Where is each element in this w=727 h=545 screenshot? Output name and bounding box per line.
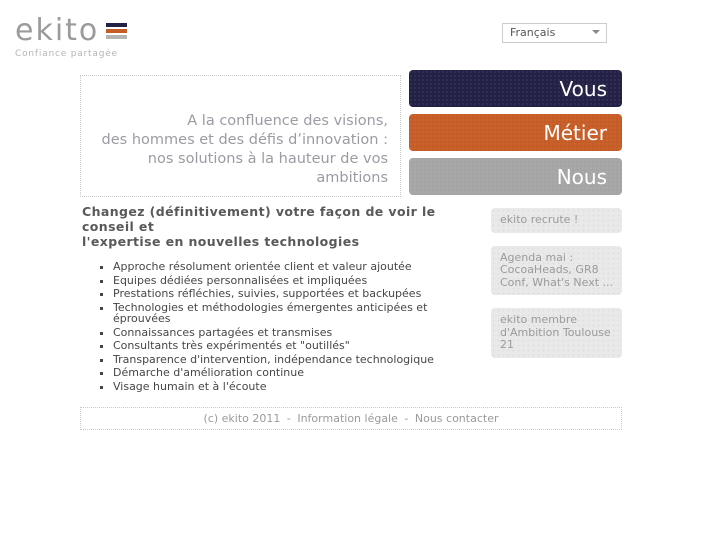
list-item: ▪ Connaissances partagées et transmises (113, 327, 484, 339)
nav-button-vous[interactable]: Vous (409, 70, 622, 107)
main-nav (409, 70, 622, 202)
page-title-line-1: Changez (définitivement) votre façon de voir le conseil et (82, 204, 436, 234)
list-item: ▪ Equipes dédiées personnalisées et impliquées (113, 275, 484, 287)
sidebar (491, 208, 622, 371)
logo-wordmark: ekito (15, 13, 100, 48)
sidebar-box-ambition[interactable]: ekito membre d'Ambition Toulouse 21 (491, 308, 622, 358)
footer (80, 407, 622, 430)
hero-tagline-box (80, 75, 401, 197)
list-item: ▪ Consultants très expérimentés et "outillés" (113, 340, 484, 352)
page-title (82, 204, 484, 249)
value-proposition-list (82, 261, 484, 392)
list-item: ▪ Démarche d'amélioration continue (113, 367, 484, 379)
hero-line-1: A la confluence des visions, (187, 113, 388, 129)
logo[interactable] (15, 14, 127, 59)
logo-bars-icon (106, 23, 127, 39)
sidebar-box-recrute[interactable]: ekito recrute ! (491, 208, 622, 233)
language-select-wrapper (502, 21, 607, 41)
footer-link-legal[interactable]: Information légale (297, 412, 398, 425)
hero-line-2: des hommes et des défis d’innovation : (101, 132, 388, 148)
footer-separator: - (286, 412, 291, 425)
footer-link-contact[interactable]: Nous contacter (414, 412, 499, 425)
nav-button-metier[interactable]: Métier (409, 114, 622, 151)
list-item: ▪ Visage humain et à l'écoute (113, 381, 484, 393)
list-item: ▪ Prestations réfléchies, suivies, supportées et backupées (113, 288, 484, 300)
logo-tagline: Confiance partagée (15, 49, 118, 59)
footer-separator: - (404, 412, 409, 425)
nav-button-nous[interactable]: Nous (409, 158, 622, 195)
main-content (82, 204, 484, 394)
copyright-text: (c) ekito 2011 (203, 412, 281, 425)
list-item: ▪ Transparence d'intervention, indépendance technologique (113, 354, 484, 366)
list-item: ▪ Approche résolument orientée client et valeur ajoutée (113, 261, 484, 273)
list-item: ▪ Technologies et méthodologies émergentes anticipées et éprouvées (113, 302, 484, 325)
language-select[interactable] (502, 23, 607, 43)
page-title-line-2: l'expertise en nouvelles technologies (82, 234, 360, 249)
hero-line-3: nos solutions à la hauteur de vos ambitions (147, 151, 388, 186)
sidebar-box-agenda[interactable]: Agenda mai : CocoaHeads, GR8 Conf, What's Next ... (491, 246, 622, 296)
